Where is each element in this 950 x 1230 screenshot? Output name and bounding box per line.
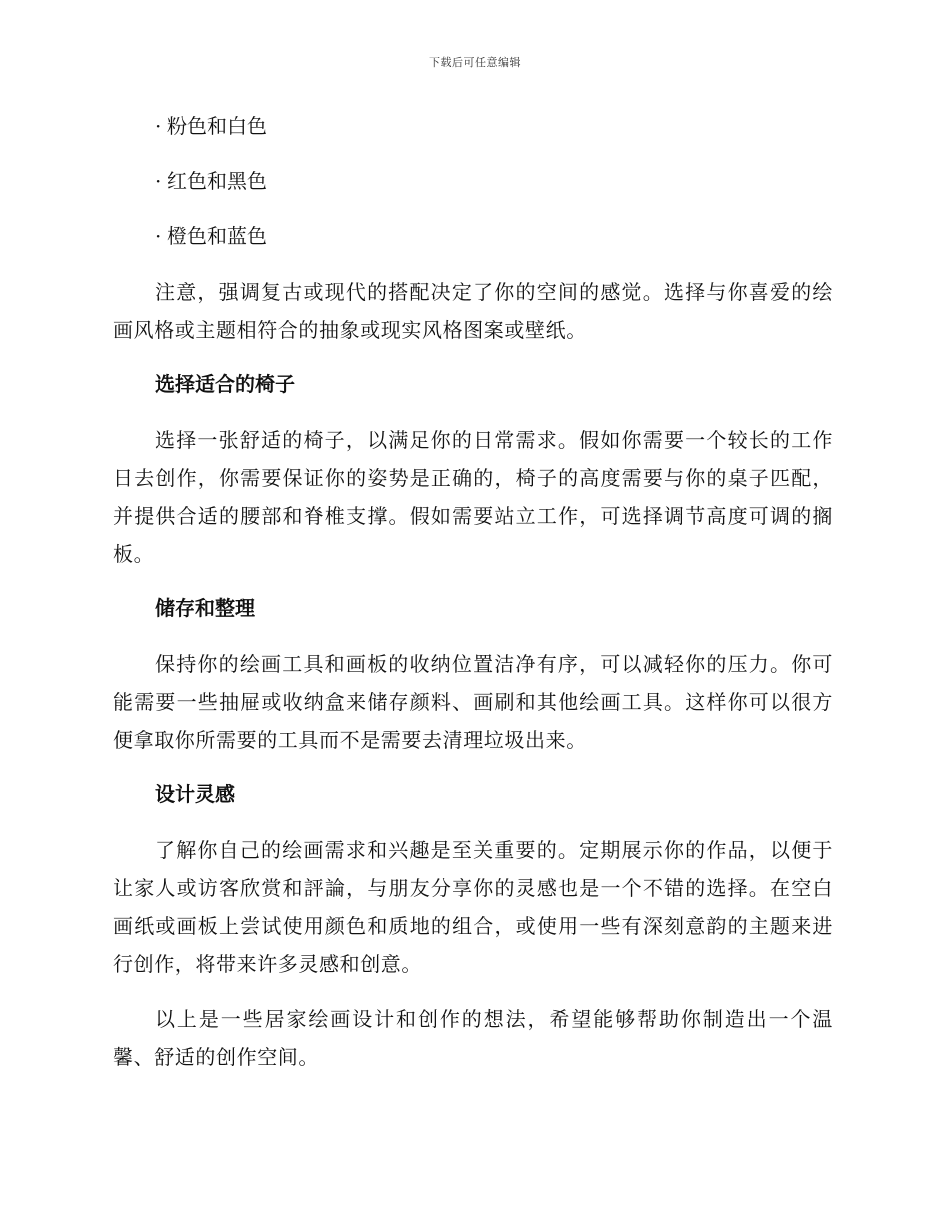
list-item <box>113 218 833 254</box>
heading-inspiration: 设计灵感 <box>155 782 235 806</box>
paragraph-storage: 保持你的绘画工具和画板的收纳位置洁净有序，可以减轻你的压力。你可能需要一些抽屉或收纳盒来储存颜料、画刷和其他绘画工具。这样你可以很方便拿取你所需要的工具而不是需要去清理垃圾出来。 <box>113 652 833 752</box>
bullet-marker: · <box>155 114 162 138</box>
heading-chair: 选择适合的椅子 <box>155 372 295 396</box>
bullet-marker: · <box>155 224 162 248</box>
list-item-text: 粉色和白色 <box>167 114 267 138</box>
heading-storage: 储存和整理 <box>155 596 255 620</box>
list-item-text: 橙色和蓝色 <box>167 224 267 248</box>
paragraph-note: 注意，强调复古或现代的搭配决定了你的空间的感觉。选择与你喜爱的绘画风格或主题相符合的抽象或现实风格图案或壁纸。 <box>113 280 833 342</box>
paragraph-chair: 选择一张舒适的椅子，以满足你的日常需求。假如你需要一个较长的工作日去创作，你需要保证你的姿势是正确的，椅子的高度需要与你的桌子匹配，并提供合适的腰部和脊椎支撑。假如需要站立工作，可选择调节高度可调的搁板。 <box>113 428 833 566</box>
page-header: 下载后可任意编辑 <box>429 56 521 69</box>
list-item <box>113 108 833 144</box>
paragraph-conclusion: 以上是一些居家绘画设计和创作的想法，希望能够帮助你制造出一个温馨、舒适的创作空间。 <box>113 1007 833 1069</box>
bullet-marker: · <box>155 169 162 193</box>
paragraph-inspiration: 了解你自己的绘画需求和兴趣是至关重要的。定期展示你的作品，以便于让家人或访客欣赏和評論，与朋友分享你的灵感也是一个不错的选择。在空白画纸或画板上尝试使用颜色和质地的组合，或使用一些有深刻意韵的主题来进行创作，将带来许多灵感和创意。 <box>113 838 833 976</box>
document-body <box>113 108 833 1093</box>
list-item-text: 红色和黑色 <box>167 169 267 193</box>
list-item <box>113 163 833 199</box>
